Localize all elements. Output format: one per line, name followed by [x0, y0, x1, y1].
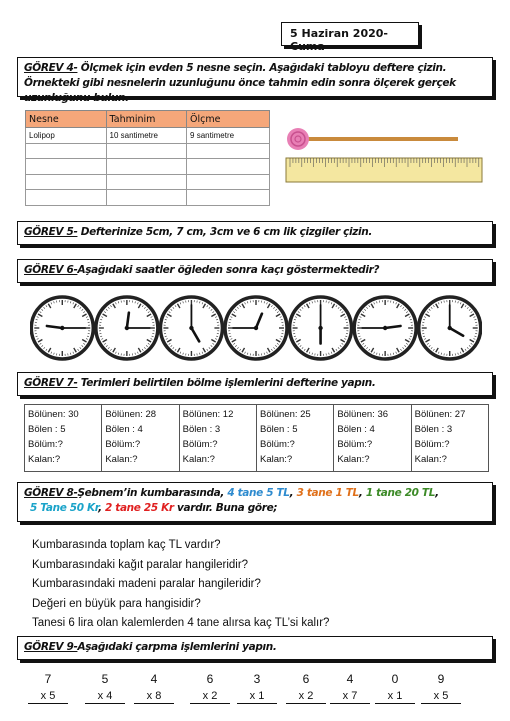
divisor: Bölen : 5 — [259, 424, 298, 435]
multiplier: x 5 — [421, 690, 461, 704]
divisor: Bölen : 4 — [337, 424, 375, 435]
coin-5tl: 4 tane 5 TL — [227, 487, 290, 499]
multiplicand: 0 — [391, 672, 399, 686]
multiplier: x 5 — [28, 690, 68, 704]
clock-icon — [160, 297, 222, 359]
lollipop-ruler-illustration — [284, 120, 484, 186]
dividend: Bölünen: 36 — [337, 409, 389, 420]
multiplicand: 3 — [253, 672, 261, 686]
task7-text: Terimleri belirtilen bölme işlemlerini defterine yapın. — [77, 377, 376, 389]
clock-icon — [290, 297, 352, 359]
task6-text: Aşağıdaki saatler öğleden sonra kaçı göstermektedir? — [77, 264, 380, 276]
multiplicand: 6 — [206, 672, 214, 686]
multiplication-problem — [286, 672, 326, 704]
division-cell — [25, 405, 102, 472]
question-item: Değeri en büyük para hangisidir? — [32, 597, 201, 610]
dividend: Bölünen: 25 — [259, 409, 311, 420]
quotient: Bölüm:? — [337, 439, 373, 450]
separator: , — [289, 487, 297, 499]
table-cell — [187, 143, 270, 159]
header-olcme: Ölçme — [187, 111, 270, 128]
separator: , — [435, 487, 439, 499]
clock-icon — [31, 297, 93, 359]
remainder: Kalan:? — [414, 454, 447, 465]
multiplicand: 7 — [44, 672, 52, 686]
note-20tl: 1 tane 20 TL — [365, 487, 436, 499]
table-cell — [26, 190, 107, 206]
table-cell — [187, 190, 270, 206]
dividend: Bölünen: 27 — [414, 409, 466, 420]
quotient: Bölüm:? — [414, 439, 450, 450]
table-cell — [106, 143, 187, 159]
multiplier: x 2 — [190, 690, 230, 704]
separator: , — [358, 487, 366, 499]
dividend: Bölünen: 12 — [182, 409, 234, 420]
header-tahminim: Tahminim — [106, 111, 187, 128]
multiplication-problem — [375, 672, 415, 704]
divisor: Bölen : 4 — [105, 424, 143, 435]
multiplier: x 1 — [237, 690, 277, 704]
date-box — [281, 22, 419, 53]
table-cell — [106, 159, 187, 175]
multiplication-problem — [237, 672, 277, 704]
multiplier: x 2 — [286, 690, 326, 704]
ruler-icon — [286, 158, 482, 182]
table-cell — [26, 159, 107, 175]
separator: , — [98, 502, 106, 514]
quotient: Bölüm:? — [182, 439, 218, 450]
multiplicand: 4 — [346, 672, 354, 686]
task8-outro: vardır. Buna göre; — [173, 502, 278, 514]
quotient: Bölüm:? — [105, 439, 141, 450]
task4-heading — [17, 57, 493, 104]
table-cell — [187, 159, 270, 175]
task8-intro: Şebnem’in kumbarasında, — [77, 487, 228, 499]
task5-title: GÖREV 5- — [24, 226, 78, 238]
division-cell — [179, 405, 256, 472]
division-grid — [24, 404, 489, 472]
divisor: Bölen : 5 — [28, 424, 66, 435]
task4-title: GÖREV 4- — [24, 62, 78, 74]
clock-icon — [419, 297, 481, 359]
header-nesne: Nesne — [26, 111, 107, 128]
quotient: Bölüm:? — [28, 439, 63, 450]
multiplier: x 4 — [85, 690, 125, 704]
task8-heading — [17, 482, 493, 522]
table-cell — [106, 190, 187, 206]
clock-icon — [225, 297, 287, 359]
task4-table — [25, 110, 270, 206]
division-cell — [102, 405, 179, 472]
multiplication-problem — [190, 672, 230, 704]
table-cell: 9 santimetre — [187, 128, 270, 144]
lollipop-icon — [287, 128, 458, 150]
clock-icon — [96, 297, 158, 359]
task6-title: GÖREV 6- — [24, 264, 78, 276]
question-item: Kumbarasındaki madeni paralar hangileridir? — [32, 578, 261, 591]
table-cell — [26, 143, 107, 159]
table-row — [26, 128, 270, 144]
dividend: Bölünen: 30 — [28, 409, 79, 420]
table-cell: Lolipop — [26, 128, 107, 144]
table-row — [26, 159, 270, 175]
coin-25kr: 2 tane 25 Kr — [105, 502, 174, 514]
task4-table-header — [26, 111, 270, 128]
multiplicand: 9 — [437, 672, 445, 686]
table-cell — [26, 174, 107, 190]
task8-title: GÖREV 8- — [24, 487, 78, 499]
divisor: Bölen : 3 — [414, 424, 453, 435]
multiplicand: 5 — [101, 672, 109, 686]
coin-50kr: 5 Tane 50 Kr — [30, 502, 99, 514]
task4-text: Ölçmek için evden 5 nesne seçin. Aşağıdaki tabloyu deftere çizin. Örnekteki gibi nesnelerin uzunluğunu önce tahmin edin sonra ölçerek gerçek uzunluğunu bulun. — [24, 62, 456, 104]
table-cell: 10 santimetre — [106, 128, 187, 144]
task7-title: GÖREV 7- — [24, 377, 78, 389]
coin-1tl: 3 tane 1 TL — [296, 487, 359, 499]
multiplicand: 4 — [150, 672, 158, 686]
remainder: Kalan:? — [105, 454, 138, 465]
task7-heading — [17, 372, 493, 396]
question-item: Kumbarasındaki kağıt paralar hangileridir? — [32, 558, 249, 571]
remainder: Kalan:? — [259, 454, 293, 465]
task5-heading — [17, 221, 493, 245]
multiplication-problem — [330, 672, 370, 704]
multiplier: x 8 — [134, 690, 174, 704]
clock-icon — [354, 297, 416, 359]
date-text: 5 Haziran 2020-Cuma — [290, 27, 388, 53]
division-cell — [256, 405, 333, 472]
multiplier: x 7 — [330, 690, 370, 704]
remainder: Kalan:? — [337, 454, 370, 465]
table-row — [26, 143, 270, 159]
task5-text: Defterinize 5cm, 7 cm, 3cm ve 6 cm lik çizgiler çizin. — [77, 226, 372, 238]
multiplier: x 1 — [375, 690, 415, 704]
multiplication-problem — [134, 672, 174, 704]
task6-heading — [17, 259, 493, 283]
dividend: Bölünen: 28 — [105, 409, 157, 420]
remainder: Kalan:? — [28, 454, 61, 465]
task9-title: GÖREV 9- — [24, 641, 78, 653]
division-cell — [334, 405, 411, 472]
table-row — [26, 190, 270, 206]
quotient: Bölüm:? — [259, 439, 295, 450]
question-item: Kumbarasında toplam kaç TL vardır? — [32, 539, 221, 551]
clocks-row — [30, 293, 482, 363]
multiplication-problem — [421, 672, 461, 704]
table-cell — [187, 174, 270, 190]
question-item: Tanesi 6 lira olan kalemlerden 4 tane alırsa kaç TL’si kalır? — [32, 617, 330, 630]
multiplication-problem — [85, 672, 125, 704]
remainder: Kalan:? — [182, 454, 215, 465]
division-cell — [411, 405, 488, 472]
task9-heading — [17, 636, 493, 660]
multiplicand: 6 — [302, 672, 310, 686]
table-row — [26, 174, 270, 190]
divisor: Bölen : 3 — [182, 424, 221, 435]
table-cell — [106, 174, 187, 190]
task8-questions — [32, 536, 329, 634]
task9-text: Aşağıdaki çarpma işlemlerini yapın. — [77, 641, 277, 653]
multiplication-problem — [28, 672, 68, 704]
division-row — [25, 405, 489, 472]
